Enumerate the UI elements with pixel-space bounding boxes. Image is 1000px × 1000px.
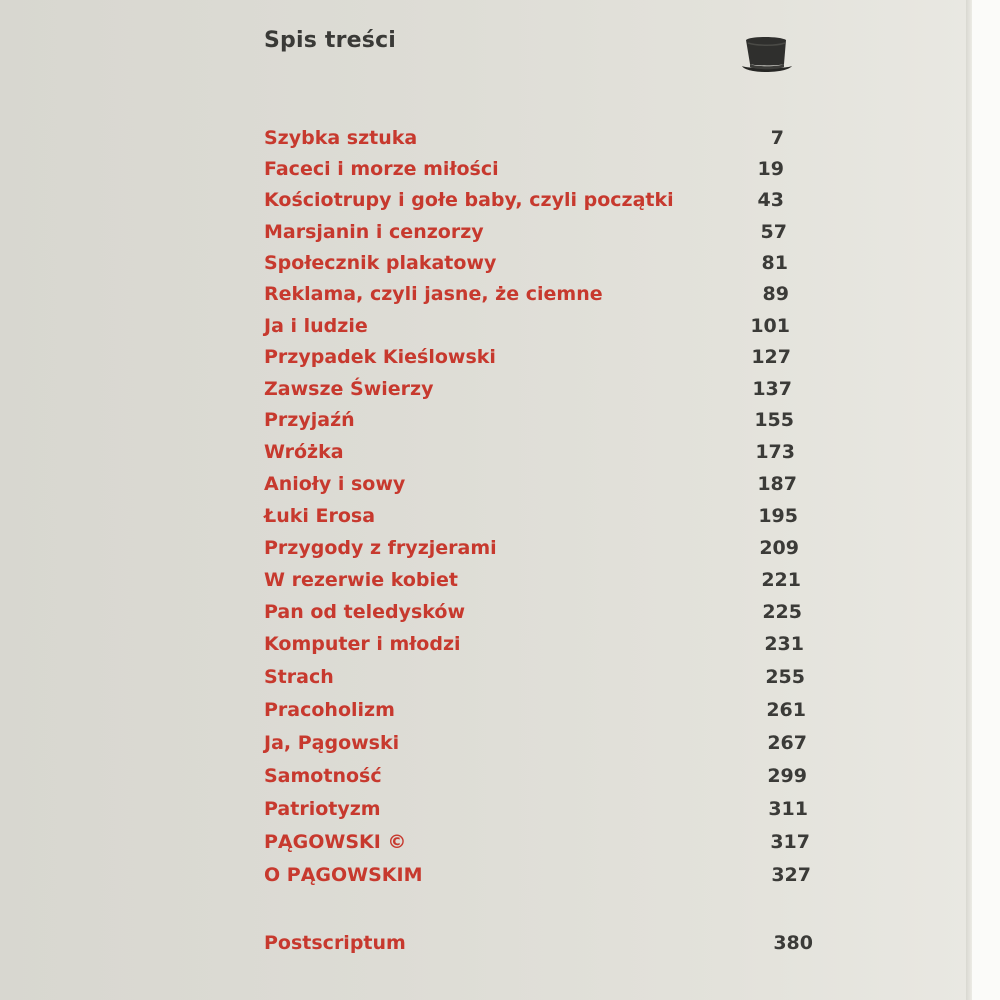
toc-entry-title: Łuki Erosa: [264, 505, 376, 527]
toc-entry-title: Patriotyzm: [264, 798, 381, 820]
toc-entry-title: Ja i ludzie: [264, 315, 368, 337]
toc-entry-title: Samotność: [264, 765, 382, 787]
toc-entry-page-number: 267: [767, 732, 807, 754]
toc-entry-page-number: 380: [773, 932, 813, 954]
toc-entry-title: Kościotrupy i gołe baby, czyli początki: [264, 189, 674, 211]
toc-entry-title: Marsjanin i cenzorzy: [264, 221, 484, 243]
toc-entry-page-number: 19: [757, 158, 784, 180]
toc-entry-page-number: 209: [759, 537, 799, 559]
toc-entry-title: Postscriptum: [264, 932, 406, 954]
toc-entry-title: Przygody z fryzjerami: [264, 537, 497, 559]
toc-entry-title: Szybka sztuka: [264, 127, 418, 149]
toc-entry-page-number: 327: [771, 864, 811, 886]
toc-entry-page-number: 225: [762, 601, 802, 623]
toc-entry-title: Przyjaźń: [264, 409, 355, 431]
toc-entry-page-number: 255: [765, 666, 805, 688]
toc-entry-title: Przypadek Kieślowski: [264, 346, 496, 368]
toc-entry-page-number: 195: [758, 505, 798, 527]
toc-entry-page-number: 137: [752, 378, 792, 400]
toc-entry-page-number: 261: [766, 699, 806, 721]
background: [972, 0, 1000, 1000]
toc-entry-page-number: 221: [761, 569, 801, 591]
toc-entry-page-number: 299: [767, 765, 807, 787]
toc-entry-title: Komputer i młodzi: [264, 633, 461, 655]
toc-entry-title: Faceci i morze miłości: [264, 158, 499, 180]
toc-entry-title: W rezerwie kobiet: [264, 569, 458, 591]
toc-entry-title: Ja, Pągowski: [264, 732, 400, 754]
toc-entry-page-number: 155: [754, 409, 794, 431]
toc-entry-title: Anioły i sowy: [264, 473, 406, 495]
toc-entry-title: Reklama, czyli jasne, że ciemne: [264, 283, 603, 305]
toc-entry-page-number: 57: [760, 221, 787, 243]
toc-entry-title: Pracoholizm: [264, 699, 395, 721]
toc-entry-page-number: 173: [755, 441, 795, 463]
toc-entry-page-number: 317: [770, 831, 810, 853]
toc-entry-page-number: 89: [762, 283, 789, 305]
toc-entry-title: Wróżka: [264, 441, 344, 463]
toc-entry-page-number: 81: [761, 252, 788, 274]
toc-entry-page-number: 127: [751, 346, 791, 368]
top-hat-icon: [740, 34, 794, 78]
toc-entry-page-number: 43: [757, 189, 784, 211]
toc-entry-page-number: 187: [757, 473, 797, 495]
toc-entry-page-number: 101: [750, 315, 790, 337]
toc-entry-title: Strach: [264, 666, 334, 688]
toc-entry-page-number: 7: [770, 127, 784, 149]
toc-entry-title: PĄGOWSKI ©: [264, 831, 407, 853]
page-title: Spis treści: [264, 28, 397, 53]
toc-entry-title: Społecznik plakatowy: [264, 252, 497, 274]
toc-entry-title: Zawsze Świerzy: [264, 378, 434, 400]
toc-entry-page-number: 231: [764, 633, 804, 655]
toc-entry-title: Pan od teledysków: [264, 601, 466, 623]
toc-entry-title: O PĄGOWSKIM: [264, 864, 423, 886]
toc-entry-page-number: 311: [768, 798, 808, 820]
